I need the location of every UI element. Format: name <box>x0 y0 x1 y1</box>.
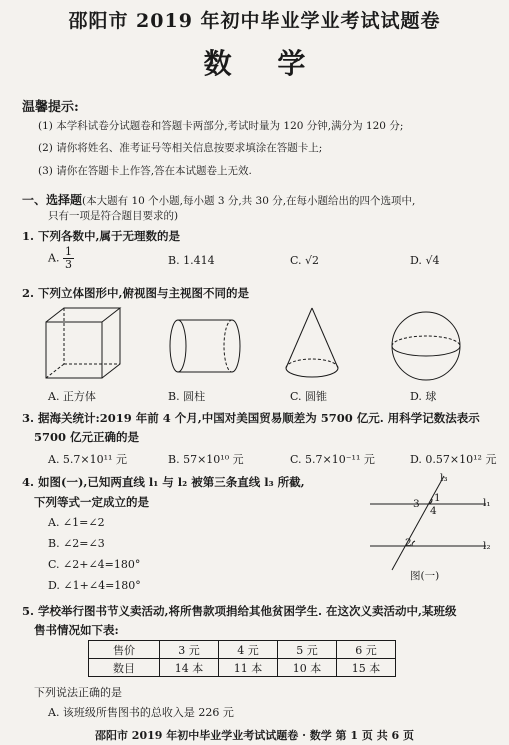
figure-1-label-l1: l₁ <box>483 497 491 509</box>
sphere-figure <box>390 310 462 382</box>
q1-d-radicand: 4 <box>432 254 440 267</box>
q1-c-label: C. <box>290 254 302 267</box>
q3-option-d: D. 0.57×10¹² 元 <box>410 453 497 466</box>
q4-option-c: C. ∠2+∠4=180° <box>48 558 141 571</box>
notice-heading: 温馨提示: <box>22 100 79 115</box>
q1-c-radicand: 2 <box>312 254 320 267</box>
table-row <box>89 641 396 659</box>
table-cell: 15 本 <box>337 659 396 677</box>
table-cell: 6 元 <box>337 641 396 659</box>
q4-stem-line-1: 4. 如图(一),已知两直线 l₁ 与 l₂ 被第三条直线 l₃ 所截, <box>22 475 305 489</box>
table-cell: 10 本 <box>278 659 337 677</box>
q1-option-d <box>410 254 439 267</box>
table-cell: 数目 <box>89 659 160 677</box>
q1-a-label: A. <box>48 251 60 265</box>
q4-option-d: D. ∠1+∠4=180° <box>48 579 141 592</box>
q1-a-fraction <box>63 246 74 271</box>
table-cell: 售价 <box>89 641 160 659</box>
q4-option-a: A. ∠1=∠2 <box>48 516 105 529</box>
table-cell: 3 元 <box>160 641 219 659</box>
q5-stem-line-2: 售书情况如下表: <box>34 623 119 637</box>
section-1-desc: (本大题有 10 个小题,每小题 3 分,共 30 分,在每小题给出的四个选项中, <box>82 195 416 207</box>
q5-stem-line-1: 5. 学校举行图书节义卖活动,将所售款项捐给其他贫困学生. 在这次义卖活动中,某班级 <box>22 604 457 618</box>
figure-1-angle-4: 4 <box>430 505 437 517</box>
table-cell: 11 本 <box>219 659 278 677</box>
figure-1-label-l2: l₂ <box>483 540 491 552</box>
section-1-header <box>22 191 415 208</box>
sqrt-icon: √ <box>305 254 313 267</box>
figure-1-angle-1: 1 <box>434 492 441 504</box>
cone-figure <box>282 306 342 382</box>
q1-d-label: D. <box>410 254 422 267</box>
table-cell: 4 元 <box>219 641 278 659</box>
q3-option-a: A. 5.7×10¹¹ 元 <box>48 453 127 466</box>
q1-a-numerator: 1 <box>64 245 72 258</box>
q2-stem: 2. 下列立体图形中,俯视图与主视图不同的是 <box>22 286 250 300</box>
notice-item-3: (3) 请你在答题卡上作答,答在本试题卷上无效. <box>38 165 252 177</box>
q2-option-c: C. 圆锥 <box>290 390 328 403</box>
q4-option-b: B. ∠2=∠3 <box>48 537 105 550</box>
section-1-title: 一、选择题 <box>22 193 83 207</box>
table-cell: 5 元 <box>278 641 337 659</box>
q2-option-a: A. 正方体 <box>48 390 96 403</box>
figure-1-label-l3: l₃ <box>440 472 448 484</box>
cylinder-figure <box>168 318 242 374</box>
sqrt-icon: √ <box>425 254 433 267</box>
notice-item-1: (1) 本学科试卷分试题卷和答题卡两部分,考试时量为 120 分钟,满分为 120 分; <box>38 120 404 132</box>
q1-a-denominator: 3 <box>64 258 72 271</box>
q5-option-a: A. 该班级所售图书的总收入是 226 元 <box>48 706 234 719</box>
q1-option-c <box>290 254 319 267</box>
q2-option-b: B. 圆柱 <box>168 390 206 403</box>
q1-stem: 1. 下列各数中,属于无理数的是 <box>22 229 181 243</box>
exam-title: 邵阳市 2019 年初中毕业学业考试试题卷 <box>68 10 441 32</box>
q1-option-b: B. 1.414 <box>168 254 215 267</box>
subject-title: 数 学 <box>203 47 324 80</box>
figure-1-caption: 图(一) <box>410 570 440 582</box>
table-row <box>89 659 396 677</box>
q5-question: 下列说法正确的是 <box>34 686 122 699</box>
figure-1-angle-2: 2 <box>405 537 412 549</box>
q3-stem-line-1: 3. 据海关统计:2019 年前 4 个月,中国对美国贸易顺差为 5700 亿元. 用科学记数法表示 <box>22 411 480 425</box>
q3-stem-line-2: 5700 亿元正确的是 <box>34 430 140 444</box>
section-1-desc-2: 只有一项是符合题目要求的) <box>48 210 179 222</box>
q3-option-b: B. 57×10¹⁰ 元 <box>168 453 244 466</box>
cube-figure <box>42 306 122 382</box>
q4-stem-line-2: 下列等式一定成立的是 <box>34 495 149 509</box>
figure-1-angle-3: 3 <box>413 498 420 510</box>
q2-option-d: D. 球 <box>410 390 437 403</box>
page-footer: 邵阳市 2019 年初中毕业学业考试试题卷 · 数学 第 1 页 共 6 页 <box>94 729 415 742</box>
book-sales-table <box>88 640 396 677</box>
table-cell: 14 本 <box>160 659 219 677</box>
notice-item-2: (2) 请你将姓名、准考证号等相关信息按要求填涂在答题卡上; <box>38 142 323 154</box>
q1-option-a <box>48 246 74 271</box>
q3-option-c: C. 5.7×10⁻¹¹ 元 <box>290 453 375 466</box>
